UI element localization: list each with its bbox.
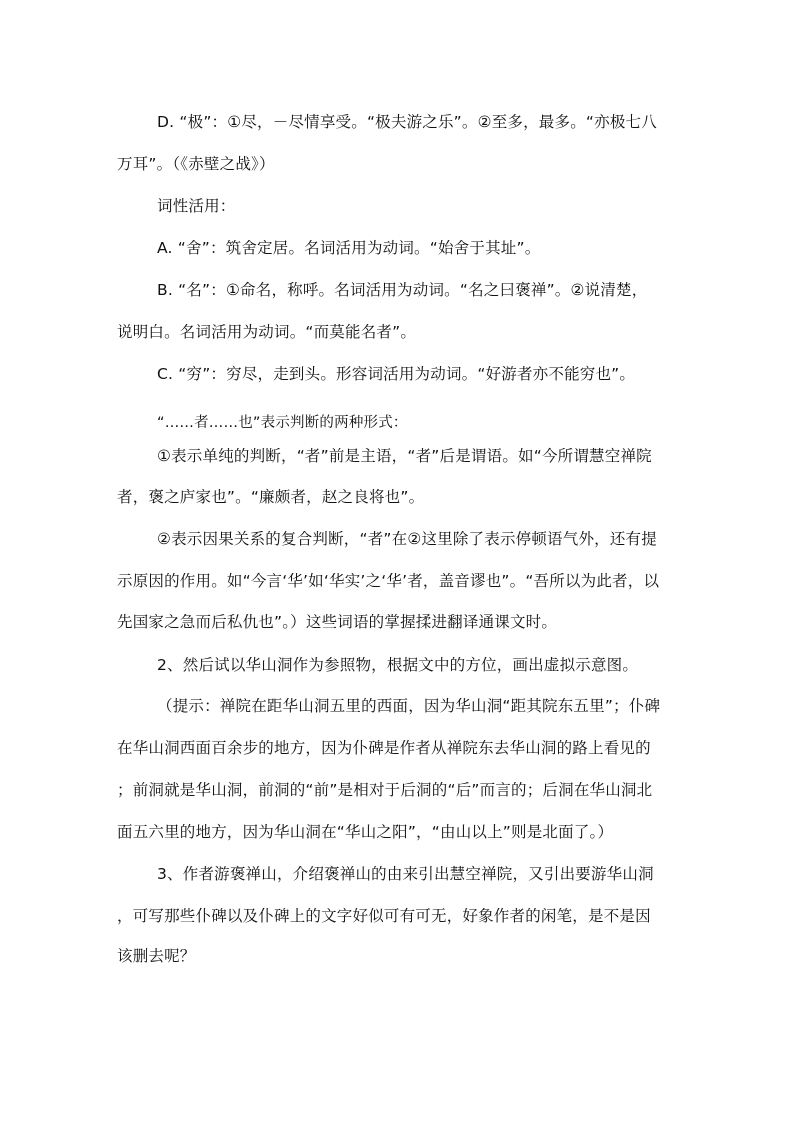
text-line: A. “舍”：筑舍定居。名词活用为动词。“始舍于其址”。 — [157, 239, 541, 257]
text-line: 说明白。名词活用为动词。“而莫能名者”。 — [117, 323, 417, 341]
text-line: 该删去呢？ — [117, 947, 196, 965]
text-line: 先国家之急而后私仇也”。）这些词语的掌握揉进翻译通课文时。 — [117, 613, 558, 631]
text-line: B. “名”：①命名，称呼。名词活用为动词。“名之曰褒禅”。②说清楚， — [157, 281, 648, 299]
text-line: C. “穷”：穷尽，走到头。形容词活用为动词。“好游者亦不能穷也”。 — [157, 365, 636, 383]
text-line: 示原因的作用。如“今言‘华’如‘华实’之‘华’者，盖音谬也”。“吾所以为此者，以 — [117, 572, 660, 590]
text-line: ；前洞就是华山洞，前洞的“前”是相对于后洞的“后”而言的；后洞在华山洞北 — [117, 781, 653, 799]
text-line: ①表示单纯的判断，“者”前是主语，“者”后是谓语。如“今所谓慧空禅院 — [157, 447, 652, 465]
text-line: 万耳”。（《赤壁之战》） — [117, 155, 275, 173]
question-3: 3、作者游褒禅山，介绍褒禅山的由来引出慧空禅院，又引出要游华山洞 — [157, 865, 654, 883]
text-line: （提示：禅院在距华山洞五里的西面，因为华山洞“距其院东五里”；仆碑 — [157, 697, 661, 715]
text-line: ②表示因果关系的复合判断，“者”在②这里除了表示停顿语气外，还有提 — [157, 530, 657, 548]
section-heading: “……者……也”表示判断的两种形式： — [157, 415, 408, 431]
text-line: 在华山洞西面百余步的地方，因为仆碑是作者从禅院东去华山洞的路上看见的 — [117, 739, 651, 757]
text-line: ，可写那些仆碑以及仆碑上的文字好似可有可无，好象作者的闲笔，是不是因 — [117, 907, 651, 925]
question-2: 2、然后试以华山洞作为参照物，根据文中的方位，画出虚拟示意图。 — [157, 656, 639, 674]
text-line: 者，褒之庐家也”。“廉颇者，赵之良将也”。 — [117, 488, 425, 506]
text-line: 面五六里的地方，因为华山洞在“华山之阳”，“由山以上”则是北面了。） — [117, 823, 614, 841]
section-heading: 词性活用： — [157, 197, 236, 215]
text-line: D. “极”：①尽，－尽情享受。“极夫游之乐”。②至多，最多。“亦极七八 — [157, 113, 657, 131]
